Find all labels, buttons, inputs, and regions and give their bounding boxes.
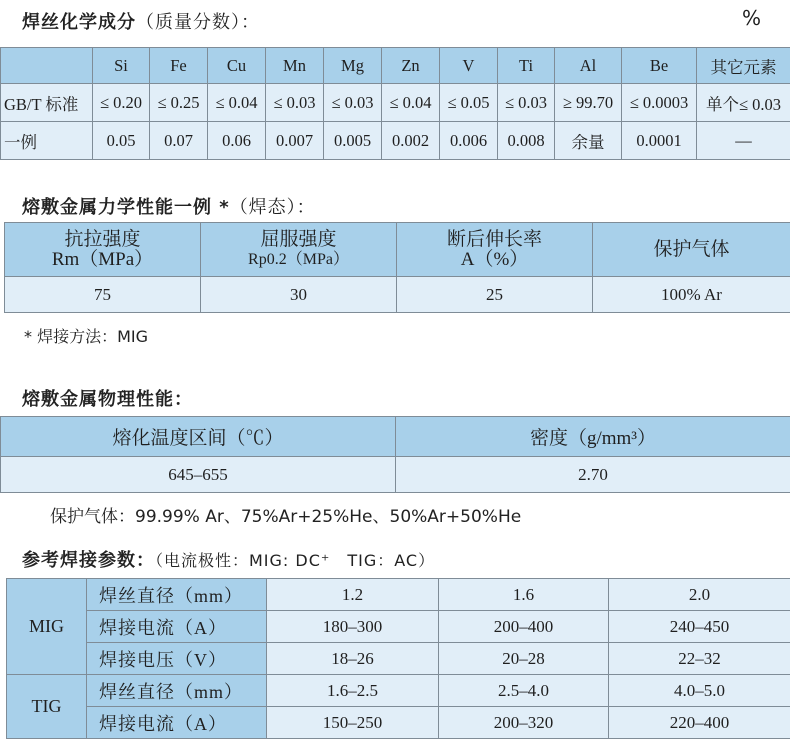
param-label: 焊接电压（V） [87,643,267,675]
header-blank-cell [1,48,93,84]
table-row [7,707,790,739]
table-row [7,611,790,643]
row-label: 一例 [1,122,93,160]
table-row [7,675,790,707]
value-cell: — [697,122,790,160]
physical-table [0,416,790,493]
value-cell: 1.2 [267,579,439,611]
element-header: V [440,48,498,84]
value-cell: 220–400 [609,707,790,739]
mechanical-header-row [5,223,790,277]
value-cell: ≤ 0.03 [498,84,555,122]
element-header: Zn [382,48,440,84]
element-header: Mg [324,48,382,84]
value-cell: ≤ 0.04 [382,84,440,122]
param-label: 焊接电流（A） [87,611,267,643]
composition-title: 焊丝化学成分（质量分数）： [22,12,260,33]
value-cell: ≤ 0.20 [93,84,150,122]
element-header: Fe [150,48,208,84]
value-cell: ≤ 0.04 [208,84,266,122]
value-cell: 200–400 [439,611,609,643]
value-cell: 0.008 [498,122,555,160]
table-row [7,579,790,611]
table-row [7,643,790,675]
header-cell: 屈服强度 Rp0.2（MPa） [201,223,397,277]
value-cell: 2.0 [609,579,790,611]
physical-header-row [1,417,790,457]
value-cell: 0.05 [93,122,150,160]
table-row [1,457,790,493]
value-cell: ≤ 0.0003 [622,84,697,122]
value-cell: ≤ 0.05 [440,84,498,122]
element-header: Cu [208,48,266,84]
value-cell: ≥ 99.70 [555,84,622,122]
value-cell: 100% Ar [593,277,790,313]
value-cell: 0.07 [150,122,208,160]
composition-unit: % [742,6,762,30]
value-cell: 0.06 [208,122,266,160]
value-cell: 18–26 [267,643,439,675]
table-row [1,122,790,160]
value-cell: 0.005 [324,122,382,160]
value-cell: 22–32 [609,643,790,675]
mechanical-title: 熔敷金属力学性能一例 *（焊态）： [22,197,316,218]
value-cell: 150–250 [267,707,439,739]
params-table [6,578,790,739]
composition-header-row [1,48,790,84]
element-header: Be [622,48,697,84]
shielding-gas-text: 保护气体：99.99% Ar、75%Ar+25%He、50%Ar+50%He [50,507,522,527]
value-cell: 30 [201,277,397,313]
header-cell: 密度（g/mm³） [396,417,790,457]
params-title: 参考焊接参数：（电流极性：MIG: DC⁺ TIG：AC） [22,550,436,571]
param-label: 焊接电流（A） [87,707,267,739]
table-row [1,84,790,122]
value-cell: 2.70 [396,457,790,493]
value-cell: 240–450 [609,611,790,643]
value-cell: 1.6 [439,579,609,611]
value-cell: 0.007 [266,122,324,160]
element-header: Ti [498,48,555,84]
value-cell: ≤ 0.25 [150,84,208,122]
element-header: 其它元素 [697,48,790,84]
header-cell: 保护气体 [593,223,790,277]
value-cell: 645–655 [1,457,396,493]
value-cell: ≤ 0.03 [324,84,382,122]
value-cell: ≤ 0.03 [266,84,324,122]
value-cell: 0.002 [382,122,440,160]
value-cell: 25 [397,277,593,313]
value-cell: 余量 [555,122,622,160]
header-cell: 断后伸长率 A（%） [397,223,593,277]
value-cell: 75 [5,277,201,313]
composition-table [0,47,790,160]
element-header: Si [93,48,150,84]
element-header: Al [555,48,622,84]
value-cell: 200–320 [439,707,609,739]
value-cell: 0.006 [440,122,498,160]
welding-method-note: * 焊接方法：MIG [24,327,149,346]
element-header: Mn [266,48,324,84]
param-label: 焊丝直径（mm） [87,579,267,611]
physical-title: 熔敷金属物理性能： [22,389,193,410]
process-label: MIG [7,579,87,675]
value-cell: 4.0–5.0 [609,675,790,707]
param-label: 焊丝直径（mm） [87,675,267,707]
mechanical-table [4,222,790,313]
value-cell: 2.5–4.0 [439,675,609,707]
table-row [5,277,790,313]
row-label: GB/T 标准 [1,84,93,122]
value-cell: 180–300 [267,611,439,643]
process-label: TIG [7,675,87,739]
value-cell: 20–28 [439,643,609,675]
value-cell: 1.6–2.5 [267,675,439,707]
value-cell: 单个≤ 0.03 [697,84,790,122]
value-cell: 0.0001 [622,122,697,160]
header-cell: 熔化温度区间（℃） [1,417,396,457]
header-cell: 抗拉强度 Rm（MPa） [5,223,201,277]
